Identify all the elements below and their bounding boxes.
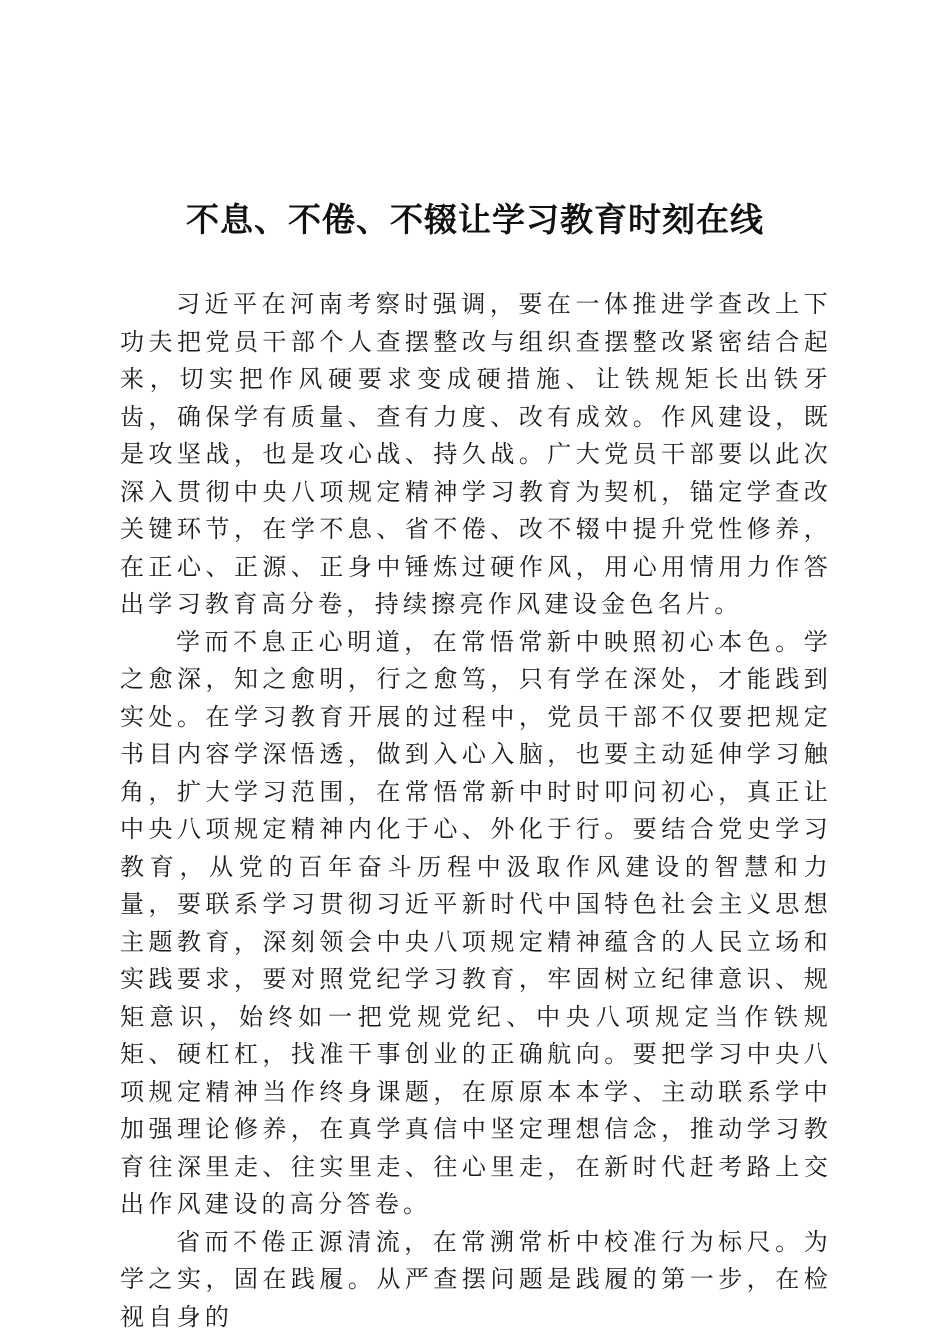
document-body: [120, 286, 832, 1336]
paragraph-reflect: 省而不倦正源清流，在常溯常析中校准行为标尺。为学之实，固在践履。从严查摆问题是践履的第一步，在检视自身的: [120, 1227, 832, 1331]
paragraph-study: 学而不息正心明道，在常悟常新中映照初心本色。学之愈深，知之愈明，行之愈笃，只有学在深处，才能践到实处。在学习教育开展的过程中，党员干部不仅要把规定书目内容学深悟透，做到入心入脑，也要主动延伸学习触角，扩大学习范围，在常悟常新中时时叩问初心，真正让中央八项规定精神内化于心、外化于行。要结合党史学习教育，从党的百年奋斗历程中汲取作风建设的智慧和力量，要联系学习贯彻习近平新时代中国特色社会主义思想主题教育，深刻领会中央八项规定精神蕴含的人民立场和实践要求，要对照党纪学习教育，牢固树立纪律意识、规矩意识，始终如一把党规党纪、中央八项规定当作铁规矩、硬杠杠，找准干事创业的正确航向。要把学习中央八项规定精神当作终身课题，在原原本本学、主动联系学中加强理论修养，在真学真信中坚定理想信念，推动学习教育往深里走、往实里走、往心里走，在新时代赶考路上交出作风建设的高分答卷。: [120, 627, 832, 1218]
document-title: 不息、不倦、不辍让学习教育时刻在线: [186, 200, 764, 239]
paragraph-intro: 习近平在河南考察时强调，要在一体推进学查改上下功夫把党员干部个人查摆整改与组织查摆整改紧密结合起来，切实把作风硬要求变成硬措施、让铁规矩长出铁牙齿，确保学有质量、查有力度、改有成效。作风建设，既是攻坚战，也是攻心战、持久战。广大党员干部要以此次深入贯彻中央八项规定精神学习教育为契机，锚定学查改关键环节，在学不息、省不倦、改不辍中提升党性修养，在正心、正源、正身中锤炼过硬作风，用心用情用力作答出学习教育高分卷，持续擦亮作风建设金色名片。: [120, 290, 832, 618]
